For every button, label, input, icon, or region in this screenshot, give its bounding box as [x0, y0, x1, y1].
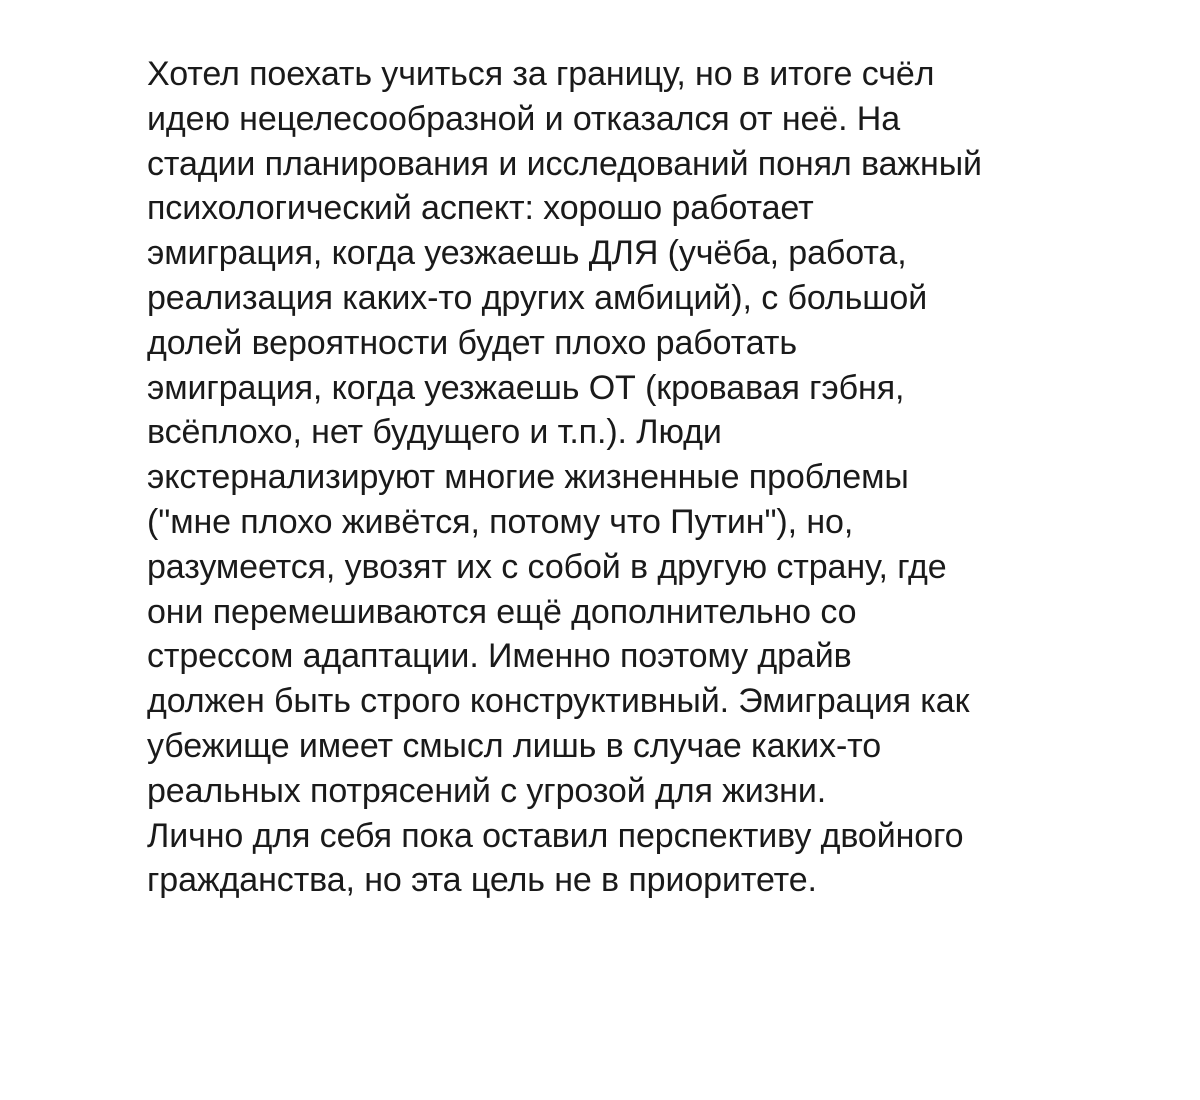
text-line-12: разумеется, увозят их с собой в другую страну, где — [147, 547, 947, 586]
text-line-15: должен быть строго конструктивный. Эмиграция как — [147, 682, 970, 721]
text-line-16: убежище имеет смысл лишь в случае каких-то — [147, 726, 882, 765]
text-line-2: идею нецелесообразной и отказался от неё. На — [147, 99, 901, 138]
text-line-7: долей вероятности будет плохо работать — [147, 323, 797, 362]
text-line-13: они перемешиваются ещё дополнительно со — [147, 592, 857, 631]
text-line-6: реализация каких-то других амбиций), с большой — [147, 278, 928, 317]
text-line-11: ("мне плохо живётся, потому что Путин"), но, — [147, 502, 854, 541]
post-text — [147, 52, 1087, 903]
text-line-18: Лично для себя пока оставил перспективу двойного — [147, 816, 964, 855]
text-line-3: стадии планирования и исследований понял важный — [147, 144, 982, 183]
text-line-17: реальных потрясений с угрозой для жизни. — [147, 771, 827, 810]
text-line-10: экстернализируют многие жизненные проблемы — [147, 458, 909, 497]
text-line-8: эмиграция, когда уезжаешь ОТ (кровавая гэбня, — [147, 368, 905, 407]
text-line-9: всёплохо, нет будущего и т.п.). Люди — [147, 413, 722, 452]
text-line-5: эмиграция, когда уезжаешь ДЛЯ (учёба, работа, — [147, 234, 907, 273]
text-line-4: психологический аспект: хорошо работает — [147, 189, 814, 228]
text-line-19: гражданства, но эта цель не в приоритете. — [147, 861, 817, 900]
text-line-1: Хотел поехать учиться за границу, но в итоге счёл — [147, 55, 935, 93]
text-line-14: стрессом адаптации. Именно поэтому драйв — [147, 637, 852, 676]
